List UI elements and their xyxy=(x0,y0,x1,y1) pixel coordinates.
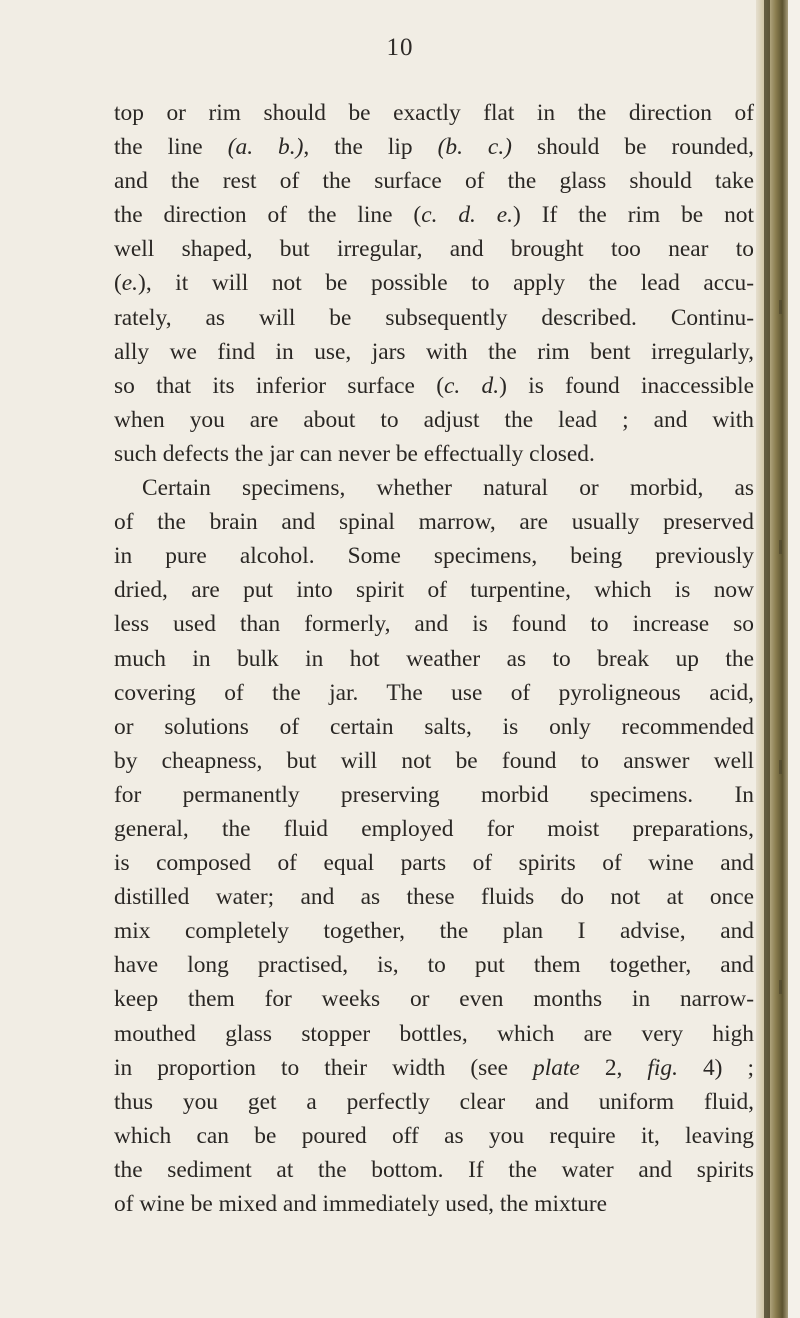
text-line xyxy=(114,982,754,1016)
page-edge xyxy=(788,0,800,1318)
text-line xyxy=(114,369,754,403)
text-line xyxy=(114,301,754,335)
text-segment: 4) ; xyxy=(677,1054,754,1081)
text-segment: in proportion to their width (see xyxy=(114,1054,534,1081)
text-segment: covering of the jar. The use of pyroligneous acid, xyxy=(114,679,754,706)
text-segment: keep them for weeks or even months in narrow- xyxy=(114,986,754,1013)
body-text xyxy=(114,96,754,1221)
text-line xyxy=(114,812,754,846)
text-segment: ( xyxy=(114,270,122,297)
italic-reference: fig. xyxy=(647,1054,678,1081)
text-line xyxy=(114,948,754,982)
italic-reference: (a. b.) xyxy=(227,134,304,161)
text-segment: top or rim should be exactly flat in the direction of xyxy=(114,100,754,126)
text-segment: should be rounded, xyxy=(511,134,754,161)
italic-reference: c. d. xyxy=(444,372,500,399)
text-line xyxy=(114,846,754,880)
text-line xyxy=(114,573,754,607)
italic-reference: c. d. e. xyxy=(421,202,514,229)
text-segment: ), it will not be possible to apply the lead accu- xyxy=(138,270,754,297)
text-line xyxy=(114,1153,754,1187)
text-line xyxy=(114,710,754,744)
text-line xyxy=(114,335,754,369)
text-segment: which can be poured off as you require it, leaving xyxy=(114,1122,754,1149)
text-line xyxy=(114,539,754,573)
text-segment: the direction of the line ( xyxy=(114,202,422,229)
text-line xyxy=(114,437,754,471)
text-segment: is composed of equal parts of spirits of wine and xyxy=(114,850,754,877)
edge-mark xyxy=(779,980,782,994)
text-line xyxy=(114,403,754,437)
text-segment: 2, xyxy=(579,1054,648,1081)
text-line xyxy=(114,676,754,710)
text-segment: when you are about to adjust the lead ; and with xyxy=(114,406,754,433)
text-line xyxy=(114,198,754,232)
text-segment: and the rest of the surface of the glass should take xyxy=(114,168,754,195)
page-number: 10 xyxy=(386,34,414,61)
text-line xyxy=(114,1119,754,1153)
text-segment: or solutions of certain salts, is only recommended xyxy=(114,713,754,740)
text-segment: Certain specimens, whether natural or morbid, as xyxy=(142,475,754,502)
text-line xyxy=(114,1187,754,1221)
text-line xyxy=(114,130,754,164)
text-segment: such defects the jar can never be effectually closed. xyxy=(114,440,595,467)
text-line xyxy=(114,232,754,266)
text-segment: well shaped, but irregular, and brought too near to xyxy=(114,236,754,263)
italic-reference: e. xyxy=(121,270,139,297)
text-line xyxy=(114,880,754,914)
text-segment: the line xyxy=(114,134,228,161)
text-line xyxy=(114,1085,754,1119)
text-segment: in pure alcohol. Some specimens, being previously xyxy=(114,543,754,570)
text-line xyxy=(114,914,754,948)
text-line xyxy=(114,1051,754,1085)
text-line xyxy=(114,505,754,539)
text-line xyxy=(114,607,754,641)
edge-mark xyxy=(779,300,782,314)
italic-reference: plate xyxy=(533,1054,580,1081)
edge-mark xyxy=(779,760,782,774)
edge-mark xyxy=(779,540,782,554)
text-segment: ) is found inaccessible xyxy=(499,372,754,399)
text-segment: of wine be mixed and immediately used, the mixture xyxy=(114,1191,608,1217)
italic-reference: (b. c.) xyxy=(437,134,512,161)
text-segment: for permanently preserving morbid specimens. In xyxy=(114,781,754,808)
binding-shadow xyxy=(764,0,770,1318)
text-segment: ally we find in use, jars with the rim bent irregularly, xyxy=(114,338,754,365)
text-segment: distilled water; and as these fluids do not at once xyxy=(114,884,754,911)
text-line xyxy=(114,266,754,300)
text-segment: ) If the rim be not xyxy=(513,202,754,229)
text-segment: thus you get a perfectly clear and uniform fluid, xyxy=(114,1088,754,1115)
text-segment: rately, as will be subsequently described. Continu- xyxy=(114,304,754,331)
text-segment: general, the fluid employed for moist preparations, xyxy=(114,815,754,842)
text-segment: dried, are put into spirit of turpentine, which is now xyxy=(114,577,754,604)
text-segment: mix completely together, the plan I advise, and xyxy=(114,918,754,945)
text-line xyxy=(114,96,754,130)
text-line xyxy=(114,471,754,505)
text-segment: less used than formerly, and is found to increase so xyxy=(114,611,754,638)
text-segment: much in bulk in hot weather as to break up the xyxy=(114,645,754,672)
text-segment: by cheapness, but will not be found to answer well xyxy=(114,747,754,774)
text-line xyxy=(114,642,754,676)
text-line xyxy=(114,1017,754,1051)
text-segment: of the brain and spinal marrow, are usually preserved xyxy=(114,509,754,536)
text-line xyxy=(114,778,754,812)
text-segment: so that its inferior surface ( xyxy=(114,372,444,399)
text-line xyxy=(114,744,754,778)
text-segment: the sediment at the bottom. If the water and spirits xyxy=(114,1156,754,1183)
text-segment: mouthed glass stopper bottles, which are very high xyxy=(114,1020,754,1047)
text-line xyxy=(114,164,754,198)
text-segment: have long practised, is, to put them together, and xyxy=(114,952,754,979)
text-segment: , the lip xyxy=(303,134,438,161)
